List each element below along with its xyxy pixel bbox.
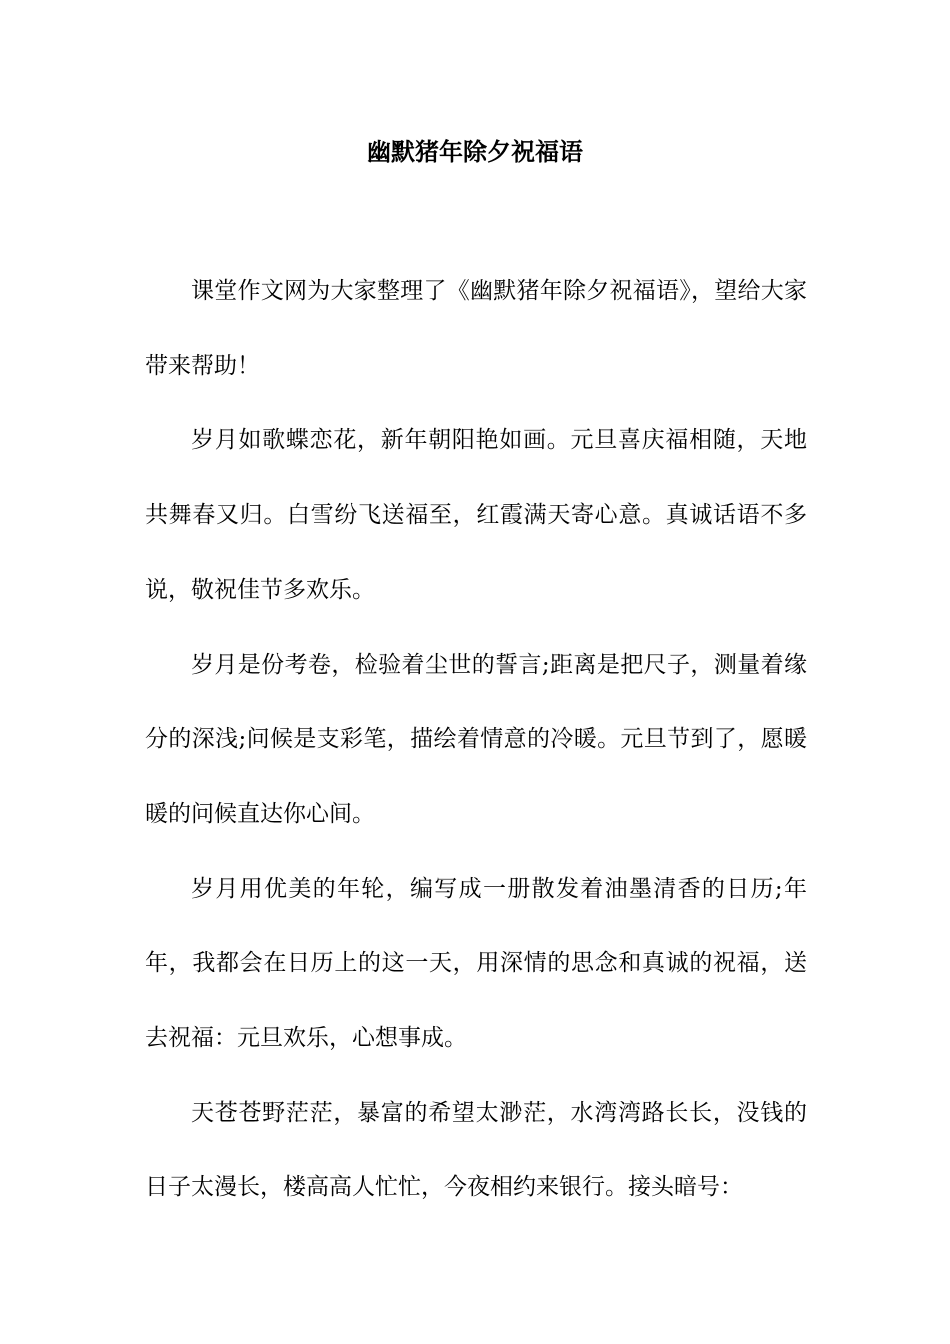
paragraph-blessing-1: 岁月如歌蝶恋花，新年朝阳艳如画。元旦喜庆福相随，天地共舞春又归。白雪纷飞送福至，红霞满天寄心意。真诚话语不多说，敬祝佳节多欢乐。 — [145, 427, 807, 603]
document-body — [145, 254, 807, 1225]
paragraph-blessing-4: 天苍苍野茫茫，暴富的希望太渺茫，水湾湾路长长，没钱的日子太漫长，楼高高人忙忙，今夜相约来银行。接头暗号： — [145, 1099, 807, 1201]
paragraph-blessing-2: 岁月是份考卷，检验着尘世的誓言;距离是把尺子，测量着缘分的深浅;问候是支彩笔，描绘着情意的冷暖。元旦节到了，愿暖暖的问候直达你心间。 — [145, 651, 807, 827]
paragraph-blessing-3: 岁月用优美的年轮，编写成一册散发着油墨清香的日历;年年，我都会在日历上的这一天，用深情的思念和真诚的祝福，送去祝福：元旦欢乐，心想事成。 — [145, 875, 807, 1052]
document-title: 幽默猪年除夕祝福语 — [367, 137, 583, 166]
paragraph-intro: 课堂作文网为大家整理了《幽默猪年除夕祝福语》，望给大家带来帮助！ — [145, 278, 807, 379]
